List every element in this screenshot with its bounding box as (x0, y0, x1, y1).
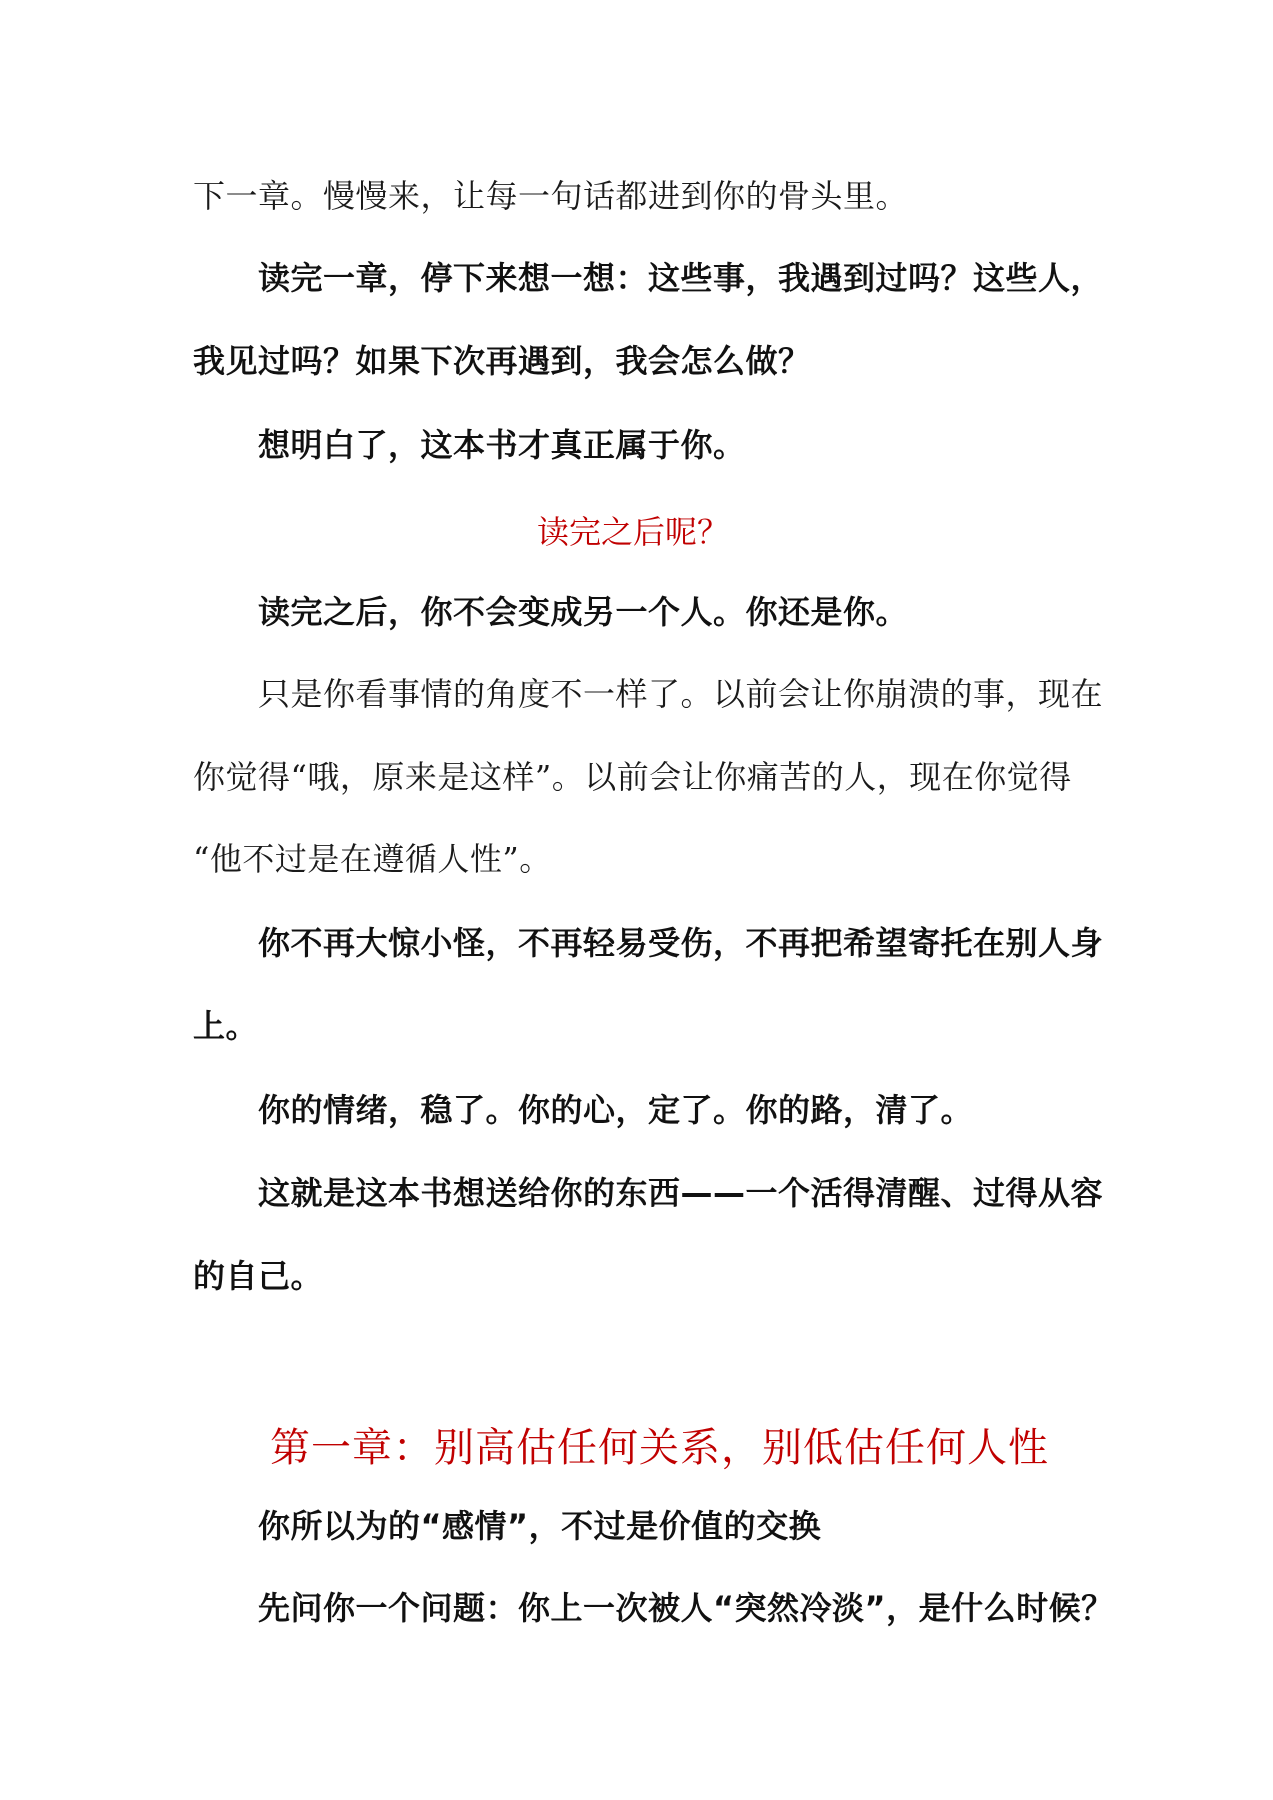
paragraph-line: 的自己。 (193, 1257, 324, 1295)
paragraph-line: 这就是这本书想送给你的东西——一个活得清醒、过得从容 (258, 1174, 1104, 1212)
paragraph-line: 我见过吗？如果下次再遇到，我会怎么做？ (193, 342, 811, 380)
chapter-heading: 第一章：别高估任何关系，别低估任何人性 (270, 1425, 1049, 1471)
paragraph-line: 你的情绪，稳了。你的心，定了。你的路，清了。 (258, 1091, 974, 1129)
paragraph-line: 读完之后，你不会变成另一个人。你还是你。 (258, 593, 909, 631)
paragraph-line: 上。 (193, 1007, 259, 1045)
paragraph-line: 下一章。慢慢来，让每一句话都进到你的骨头里。 (193, 177, 909, 215)
paragraph-line: 读完一章，停下来想一想：这些事，我遇到过吗？这些人， (258, 259, 1104, 297)
paragraph-line: 你觉得“哦，原来是这样”。以前会让你痛苦的人，现在你觉得 (193, 758, 1072, 796)
paragraph-line: 只是你看事情的角度不一样了。以前会让你崩溃的事，现在 (258, 675, 1104, 713)
paragraph-line: 你所以为的“感情”，不过是价值的交换 (258, 1507, 822, 1545)
paragraph-line: 想明白了，这本书才真正属于你。 (258, 426, 746, 464)
section-heading: 读完之后呢？ (537, 513, 730, 551)
paragraph-line: 先问你一个问题：你上一次被人“突然冷淡”，是什么时候？ (258, 1589, 1114, 1627)
paragraph-line: 你不再大惊小怪，不再轻易受伤，不再把希望寄托在别人身 (258, 924, 1104, 962)
paragraph-line: “他不过是在遵循人性”。 (193, 840, 552, 878)
